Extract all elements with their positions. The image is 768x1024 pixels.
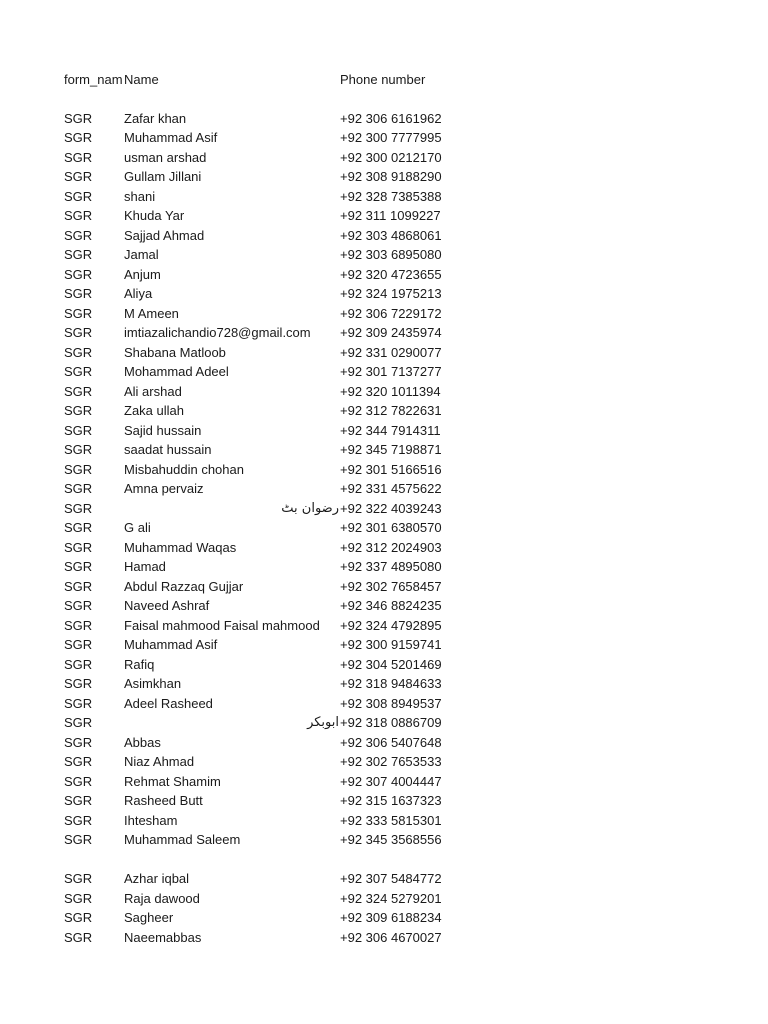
form-name-cell: SGR	[64, 422, 93, 438]
name-cell: Zafar khan	[124, 110, 187, 126]
table-row	[64, 401, 444, 421]
name-cell: M Ameen	[124, 305, 179, 321]
table-row	[64, 226, 444, 246]
form-name-cell: SGR	[64, 793, 93, 808]
table-row	[64, 908, 444, 928]
phone-number-cell: +92 318 0886709	[340, 715, 442, 730]
table-row	[64, 928, 444, 948]
table-row	[64, 733, 444, 753]
phone-number-cell: +92 322 4039243	[340, 500, 442, 516]
table-row	[64, 518, 444, 538]
form-name-cell: SGR	[64, 812, 93, 828]
form-name-cell: SGR	[64, 734, 93, 750]
name-cell: Aliya	[124, 286, 153, 301]
name-cell: Abbas	[124, 734, 161, 750]
table-row	[64, 362, 444, 382]
phone-number-cell: +92 331 4575622	[340, 481, 442, 496]
phone-number-cell: +92 309 6188234	[340, 910, 442, 925]
name-cell: imtiazalichandio728@gmail.com	[124, 325, 311, 340]
phone-number-cell: +92 312 2024903	[340, 539, 442, 555]
phone-number-cell: +92 301 6380570	[340, 520, 442, 535]
form-name-cell: SGR	[64, 344, 93, 360]
phone-number-cell: +92 328 7385388	[340, 188, 442, 204]
table-row	[64, 538, 444, 558]
phone-number-cell: +92 320 1011394	[340, 383, 441, 399]
name-cell: Khuda Yar	[124, 208, 185, 223]
name-cell: Abdul Razzaq Gujjar	[124, 578, 244, 594]
phone-number-cell: +92 309 2435974	[340, 325, 442, 340]
table-row	[64, 772, 444, 792]
name-cell: Anjum	[124, 266, 161, 282]
table-row	[64, 187, 444, 207]
name-cell: Muhammad Waqas	[124, 539, 237, 555]
blank-row	[64, 850, 444, 870]
form-name-cell: SGR	[64, 247, 93, 262]
name-cell: Naveed Ashraf	[124, 598, 210, 613]
phone-number-cell: +92 307 5484772	[340, 871, 442, 886]
phone-number-cell: +92 308 9188290	[340, 169, 442, 184]
name-cell: Sajjad Ahmad	[124, 227, 205, 243]
form-name-cell: SGR	[64, 637, 93, 652]
table-row	[64, 206, 444, 226]
phone-number-cell: +92 346 8824235	[340, 598, 442, 613]
phone-number-cell: +92 318 9484633	[340, 676, 442, 691]
form-name-cell: SGR	[64, 364, 93, 379]
form-name-cell: SGR	[64, 910, 93, 925]
form-name-cell: SGR	[64, 773, 93, 789]
form-name-cell: SGR	[64, 130, 93, 145]
phone-number-cell: +92 302 7653533	[340, 754, 442, 769]
name-cell: shani	[124, 188, 156, 204]
form-name-cell: SGR	[64, 715, 93, 730]
table-row	[64, 557, 444, 577]
data-rows	[64, 109, 444, 948]
table-row	[64, 694, 444, 714]
name-cell: Muhammad Asif	[124, 637, 218, 652]
form-name-cell: SGR	[64, 286, 93, 301]
phone-number-cell: +92 311 1099227	[340, 208, 441, 223]
phone-number-cell: +92 324 4792895	[340, 617, 442, 633]
form-name-cell: SGR	[64, 208, 93, 223]
phone-number-cell: +92 337 4895080	[340, 559, 442, 574]
table-row	[64, 382, 444, 402]
table-row	[64, 752, 444, 772]
table-row	[64, 616, 444, 636]
table-row	[64, 713, 444, 733]
phone-number-cell: +92 300 9159741	[340, 637, 442, 652]
form-name-cell: SGR	[64, 890, 93, 906]
name-cell: Zaka ullah	[124, 403, 184, 418]
form-name-cell: SGR	[64, 110, 93, 126]
table-row	[64, 830, 444, 850]
form-name-cell: SGR	[64, 754, 93, 769]
name-cell: Niaz Ahmad	[124, 754, 195, 769]
phone-number-cell: +92 324 1975213	[340, 286, 442, 301]
table-row	[64, 889, 444, 909]
phone-number-cell: +92 303 4868061	[340, 227, 442, 243]
name-cell: Mohammad Adeel	[124, 364, 229, 379]
form-name-cell: SGR	[64, 169, 93, 184]
name-cell: Shabana Matloob	[124, 344, 226, 360]
phone-number-cell: +92 307 4004447	[340, 773, 442, 789]
form-name-cell: SGR	[64, 832, 93, 847]
form-name-cell: SGR	[64, 403, 93, 418]
name-cell: Asimkhan	[124, 676, 182, 691]
table-row	[64, 109, 444, 129]
form-name-cell: SGR	[64, 149, 93, 165]
name-cell: Misbahuddin chohan	[124, 461, 244, 477]
table-row	[64, 655, 444, 675]
phone-number-cell: +92 344 7914311	[340, 422, 441, 438]
form-name-cell: SGR	[64, 266, 93, 282]
name-cell: Rehmat Shamim	[124, 773, 221, 789]
name-cell: Hamad	[124, 559, 166, 574]
name-cell: Muhammad Saleem	[124, 832, 241, 847]
table-row	[64, 577, 444, 597]
phone-number-cell: +92 306 7229172	[340, 305, 442, 321]
header-name: Name	[124, 72, 159, 87]
form-name-cell: SGR	[64, 520, 93, 535]
table-row	[64, 304, 444, 324]
phone-number-cell: +92 304 5201469	[340, 656, 442, 672]
phone-number-cell: +92 301 5166516	[340, 461, 442, 477]
name-cell: G ali	[124, 520, 151, 535]
table-row	[64, 674, 444, 694]
form-name-cell: SGR	[64, 695, 93, 711]
phone-number-cell: +92 302 7658457	[340, 578, 442, 594]
table-row	[64, 265, 444, 285]
form-name-cell: SGR	[64, 442, 93, 457]
table-row	[64, 811, 444, 831]
name-cell: Jamal	[124, 247, 159, 262]
phone-number-cell: +92 306 4670027	[340, 929, 442, 945]
phone-number-cell: +92 308 8949537	[340, 695, 442, 711]
phone-number-cell: +92 320 4723655	[340, 266, 442, 282]
phone-number-cell: +92 306 6161962	[340, 110, 442, 126]
header-phone-number: Phone number	[340, 72, 426, 87]
phone-number-cell: +92 300 7777995	[340, 130, 442, 145]
table-row	[64, 323, 444, 343]
table-row	[64, 791, 444, 811]
form-name-cell: SGR	[64, 227, 93, 243]
name-cell: رضوان بٹ	[281, 500, 339, 516]
phone-number-cell: +92 333 5815301	[340, 812, 442, 828]
phone-number-cell: +92 301 7137277	[340, 364, 442, 379]
phone-number-cell: +92 345 3568556	[340, 832, 442, 847]
table-row	[64, 245, 444, 265]
table-row	[64, 421, 444, 441]
form-name-cell: SGR	[64, 539, 93, 555]
phone-number-cell: +92 324 5279201	[340, 890, 442, 906]
form-name-cell: SGR	[64, 656, 93, 672]
phone-number-cell: +92 306 5407648	[340, 734, 442, 750]
name-cell: Rasheed Butt	[124, 793, 203, 808]
table-row	[64, 596, 444, 616]
name-cell: Azhar iqbal	[124, 871, 190, 886]
table-row	[64, 479, 444, 499]
form-name-cell: SGR	[64, 305, 93, 321]
phone-number-cell: +92 345 7198871	[340, 442, 442, 457]
name-cell: Faisal mahmood Faisal mahmood	[124, 617, 320, 633]
name-cell: Amna pervaiz	[124, 481, 204, 496]
form-name-cell: SGR	[64, 617, 93, 633]
phone-number-cell: +92 300 0212170	[340, 149, 442, 165]
name-cell: Raja dawood	[124, 890, 200, 906]
name-cell: Rafiq	[124, 656, 155, 672]
form-name-cell: SGR	[64, 929, 93, 945]
form-name-cell: SGR	[64, 188, 93, 204]
name-cell: Adeel Rasheed	[124, 695, 213, 711]
header-spacer	[64, 89, 444, 109]
table-row	[64, 440, 444, 460]
table-row	[64, 167, 444, 187]
table-row	[64, 460, 444, 480]
header-form-name: form_nam	[64, 72, 123, 87]
form-name-cell: SGR	[64, 500, 93, 516]
name-cell: Gullam Jillani	[124, 169, 202, 184]
form-name-cell: SGR	[64, 481, 93, 496]
name-cell: Naeemabbas	[124, 929, 202, 945]
phone-number-cell: +92 315 1637323	[340, 793, 442, 808]
phone-number-cell: +92 303 6895080	[340, 247, 442, 262]
name-cell: Sajid hussain	[124, 422, 202, 438]
contact-sheet	[64, 70, 444, 947]
phone-number-cell: +92 331 0290077	[340, 344, 442, 360]
table-row	[64, 343, 444, 363]
name-cell: Sagheer	[124, 910, 174, 925]
form-name-cell: SGR	[64, 871, 93, 886]
name-cell: Ihtesham	[124, 812, 178, 828]
table-row	[64, 499, 444, 519]
form-name-cell: SGR	[64, 559, 93, 574]
form-name-cell: SGR	[64, 598, 93, 613]
header-row	[64, 70, 444, 89]
form-name-cell: SGR	[64, 383, 93, 399]
name-cell: Muhammad Asif	[124, 130, 218, 145]
name-cell: saadat hussain	[124, 442, 212, 457]
table-row	[64, 869, 444, 889]
form-name-cell: SGR	[64, 676, 93, 691]
table-row	[64, 148, 444, 168]
form-name-cell: SGR	[64, 461, 93, 477]
table-row	[64, 635, 444, 655]
name-cell: usman arshad	[124, 149, 207, 165]
phone-number-cell: +92 312 7822631	[340, 403, 442, 418]
table-row	[64, 128, 444, 148]
name-cell: Ali arshad	[124, 383, 182, 399]
table-row	[64, 284, 444, 304]
form-name-cell: SGR	[64, 578, 93, 594]
name-cell: ابوبکر	[307, 715, 339, 730]
form-name-cell: SGR	[64, 325, 93, 340]
